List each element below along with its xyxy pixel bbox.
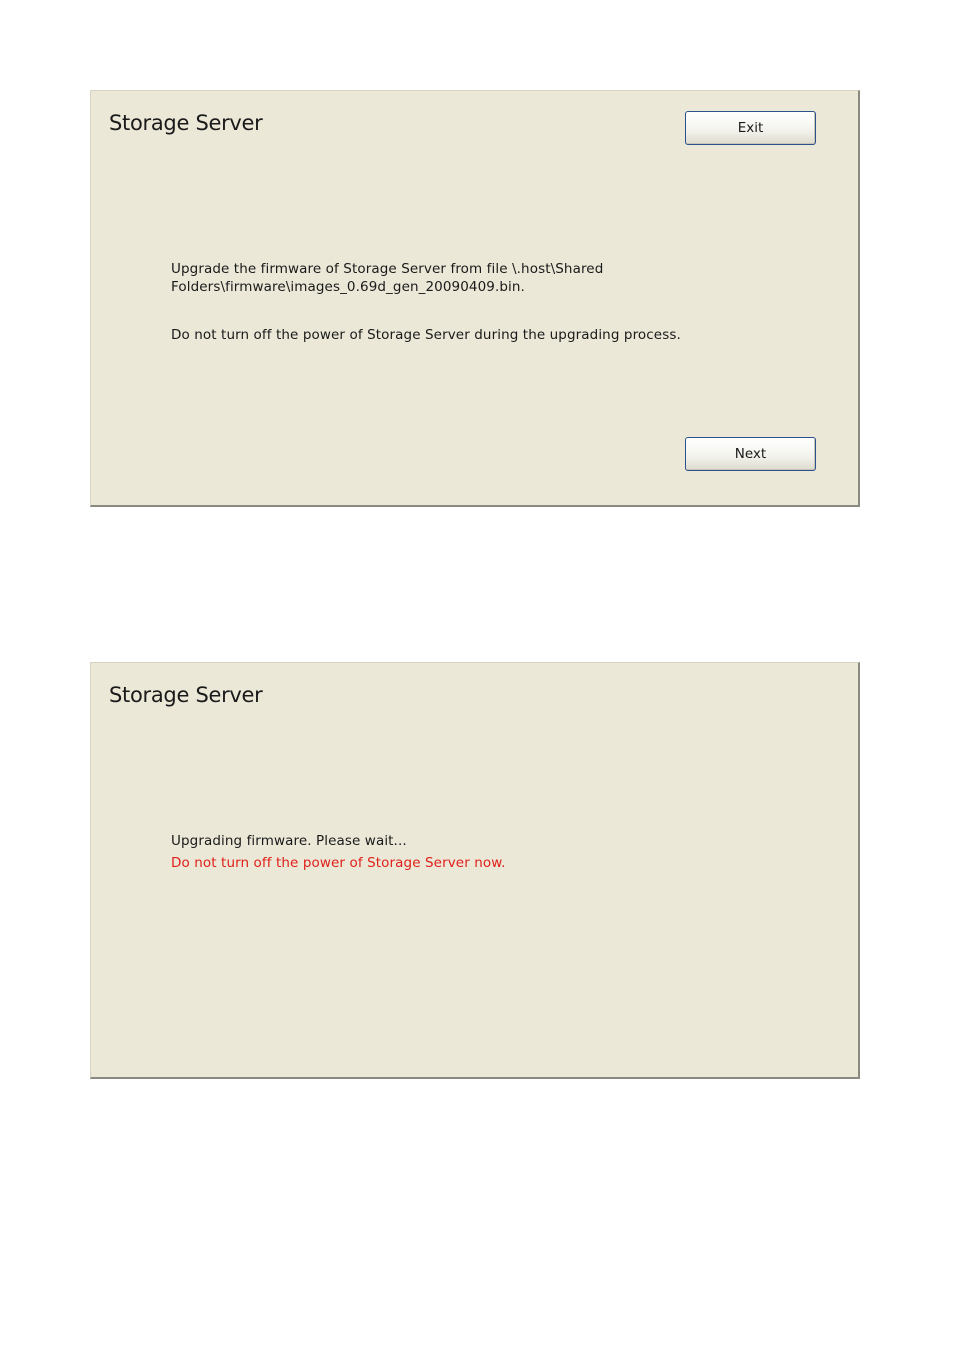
upgrading-status-message: Upgrading firmware. Please wait... bbox=[171, 833, 407, 849]
exit-button[interactable]: Exit bbox=[685, 111, 816, 145]
power-warning-message: Do not turn off the power of Storage Server during the upgrading process. bbox=[171, 327, 681, 343]
upgrade-message-line-1: Upgrade the firmware of Storage Server from file \.host\Shared bbox=[171, 261, 604, 277]
upgrade-message-line-2: Folders\firmware\images_0.69d_gen_20090409.bin. bbox=[171, 279, 525, 295]
panel-title: Storage Server bbox=[109, 683, 263, 707]
firmware-upgrade-confirm-panel bbox=[90, 90, 860, 507]
firmware-upgrading-panel bbox=[90, 662, 860, 1079]
panel-title: Storage Server bbox=[109, 111, 263, 135]
next-button[interactable]: Next bbox=[685, 437, 816, 471]
upgrade-message bbox=[171, 260, 731, 296]
power-warning-message: Do not turn off the power of Storage Server now. bbox=[171, 855, 506, 871]
